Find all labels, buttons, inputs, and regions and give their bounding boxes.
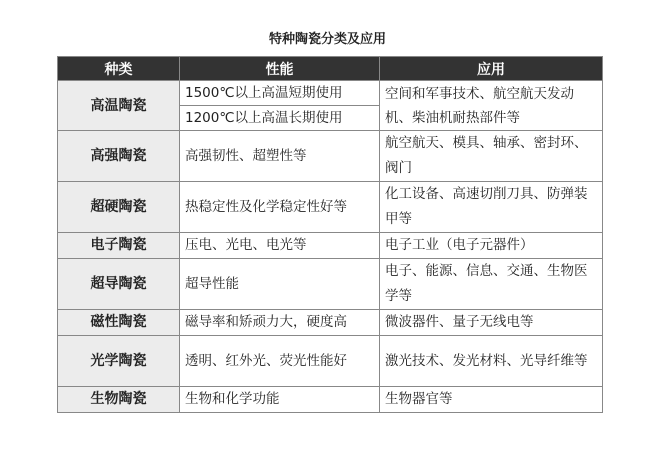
- application-cell: 化工设备、高速切削刀具、防弹装甲等: [380, 182, 603, 233]
- properties-cell: 热稳定性及化学稳定性好等: [180, 182, 380, 233]
- header-properties: 性能: [180, 57, 380, 81]
- type-cell: 超导陶瓷: [58, 259, 180, 310]
- application-cell: 微波器件、量子无线电等: [380, 310, 603, 336]
- properties-cell: 1200℃以上高温长期使用: [180, 106, 380, 131]
- table-row: [58, 387, 603, 413]
- type-cell: 生物陶瓷: [58, 387, 180, 413]
- application-cell: 生物器官等: [380, 387, 603, 413]
- type-cell: 高温陶瓷: [58, 81, 180, 131]
- page-title: 特种陶瓷分类及应用: [268, 32, 386, 47]
- application-cell: 激光技术、发光材料、光导纤维等: [380, 336, 603, 387]
- table-row: [58, 81, 603, 106]
- type-cell: 高强陶瓷: [58, 131, 180, 182]
- table-row: [58, 131, 603, 182]
- type-cell: 电子陶瓷: [58, 233, 180, 259]
- table-row: [58, 259, 603, 310]
- table-row: [58, 310, 603, 336]
- properties-cell: 高强韧性、超塑性等: [180, 131, 380, 182]
- application-cell: 空间和军事技术、航空航天发动机、柴油机耐热部件等: [380, 81, 603, 131]
- type-cell: 光学陶瓷: [58, 336, 180, 387]
- properties-cell: 超导性能: [180, 259, 380, 310]
- table-row: [58, 233, 603, 259]
- type-cell: 磁性陶瓷: [58, 310, 180, 336]
- properties-cell: 透明、红外光、荧光性能好: [180, 336, 380, 387]
- properties-cell: 磁导率和矫顽力大，硬度高: [180, 310, 380, 336]
- table-header-row: [58, 57, 603, 81]
- properties-cell: 压电、光电、电光等: [180, 233, 380, 259]
- table-row: [58, 336, 603, 387]
- header-application: 应用: [380, 57, 603, 81]
- type-cell: 超硬陶瓷: [58, 182, 180, 233]
- application-cell: 航空航天、模具、轴承、密封环、阀门: [380, 131, 603, 182]
- application-cell: 电子、能源、信息、交通、生物医学等: [380, 259, 603, 310]
- ceramics-table: [57, 56, 603, 413]
- header-type: 种类: [58, 57, 180, 81]
- table-row: [58, 182, 603, 233]
- properties-cell: 生物和化学功能: [180, 387, 380, 413]
- application-cell: 电子工业（电子元器件）: [380, 233, 603, 259]
- properties-cell: 1500℃以上高温短期使用: [180, 81, 380, 106]
